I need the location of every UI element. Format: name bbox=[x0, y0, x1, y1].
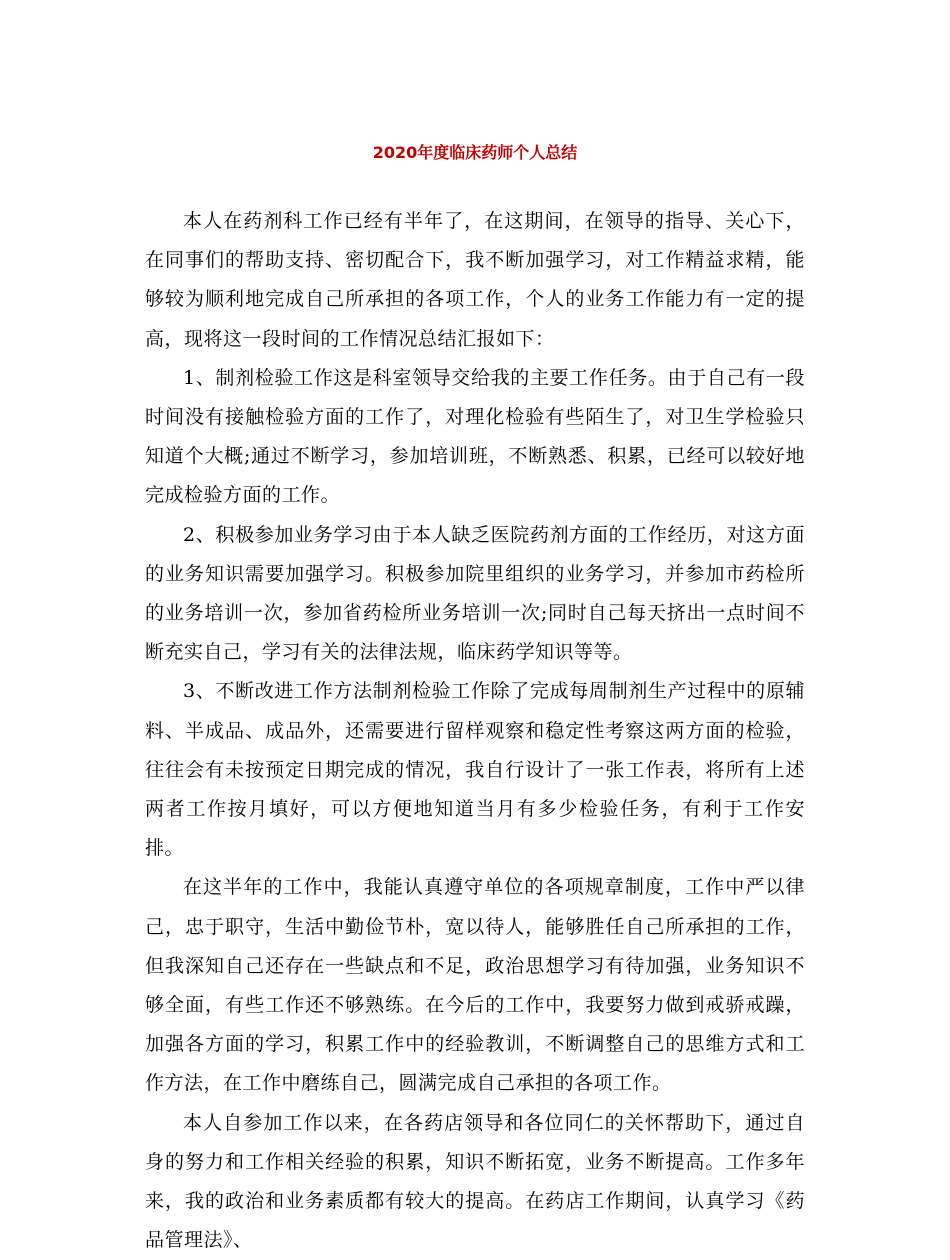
paragraph-career: 本人自参加工作以来，在各药店领导和各位同仁的关怀帮助下，通过自身的努力和工作相关经验的积累，知识不断拓宽，业务不断提高。工作多年来，我的政治和业务素质都有较大的提高。在药店工作期间，认真学习《药品管理法》、 bbox=[145, 1111, 805, 1252]
document-title: 2020年度临床药师个人总结 bbox=[372, 143, 578, 162]
document-body bbox=[145, 202, 805, 1260]
paragraph-item-1: 1、制剂检验工作这是科室领导交给我的主要工作任务。由于自己有一段时间没有接触检验方面的工作了，对理化检验有些陌生了，对卫生学检验只知道个大概;通过不断学习，参加培训班，不断熟悉、积累，已经可以较好地完成检验方面的工作。 bbox=[145, 366, 805, 507]
paragraph-intro: 本人在药剂科工作已经有半年了，在这期间，在领导的指导、关心下，在同事们的帮助支持、密切配合下，我不断加强学习，对工作精益求精，能够较为顺利地完成自己所承担的各项工作，个人的业务工作能力有一定的提高，现将这一段时间的工作情况总结汇报如下： bbox=[145, 210, 805, 350]
paragraph-item-3: 3、不断改进工作方法制剂检验工作除了完成每周制剂生产过程中的原辅料、半成品、成品外，还需要进行留样观察和稳定性考察这两方面的检验，往往会有未按预定日期完成的情况，我自行设计了一张工作表，将所有上述两者工作按月填好，可以方便地知道当月有多少检验任务，有利于工作安排。 bbox=[145, 680, 805, 860]
paragraph-reflection: 在这半年的工作中，我能认真遵守单位的各项规章制度，工作中严以律己，忠于职守，生活中勤俭节朴，宽以待人，能够胜任自己所承担的工作，但我深知自己还存在一些缺点和不足，政治思想学习有待加强，业务知识不够全面，有些工作还不够熟练。在今后的工作中，我要努力做到戒骄戒躁，加强各方面的学习，积累工作中的经验教训，不断调整自己的思维方式和工作方法，在工作中磨练自己，圆满完成自己承担的各项工作。 bbox=[145, 876, 805, 1095]
paragraph-item-2: 2、积极参加业务学习由于本人缺乏医院药剂方面的工作经历，对这方面的业务知识需要加强学习。积极参加院里组织的业务学习，并参加市药检所的业务培训一次，参加省药检所业务培训一次;同时自己每天挤出一点时间不断充实自己，学习有关的法律法规，临床药学知识等等。 bbox=[145, 523, 805, 664]
